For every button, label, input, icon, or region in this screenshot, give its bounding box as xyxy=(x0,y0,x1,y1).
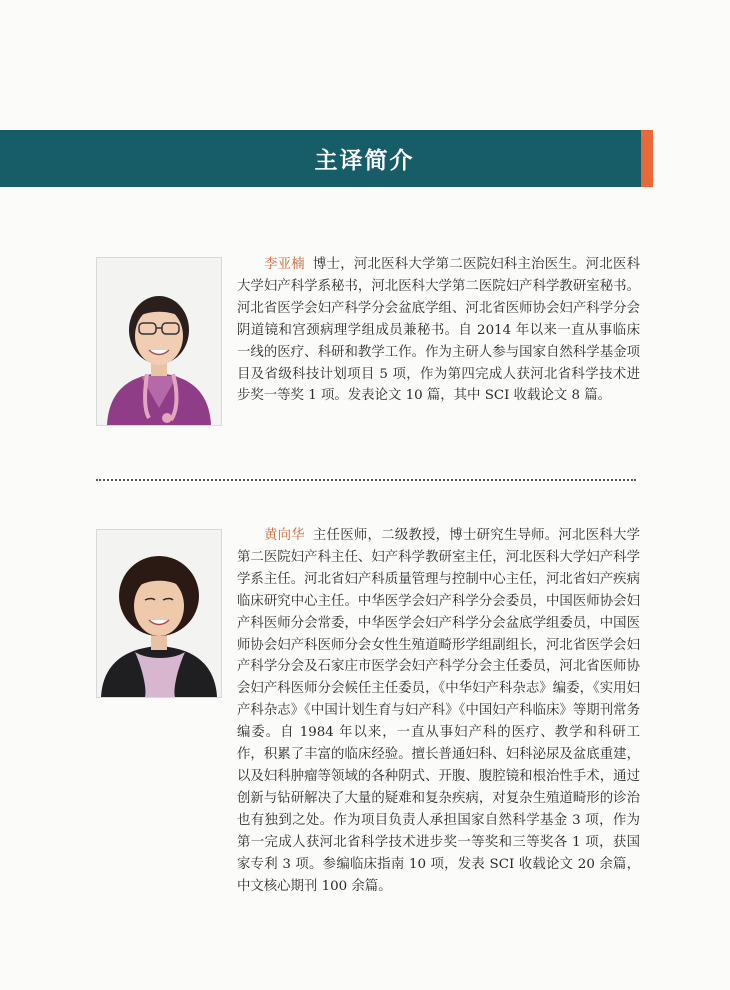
translator-bio-text-1: 博士，河北医科大学第二医院妇科主治医生。河北医科大学妇产科学系秘书，河北医科大学第二医院妇产科学教研室秘书。河北省医学会妇产科学分会盆底学组、河北省医师协会妇产科学分会阴道镜和宫颈病理学组成员兼秘书。自 2014 年以来一直从事临床一线的医疗、科研和教学工作。作为主研人参与国家自然科学基金项目及省级科技计划项目 5 项，作为第四完成人获河北省科学技术进步奖一等奖 1 项。发表论文 10 篇，其中 SCI 收载论文 8 篇。 xyxy=(237,257,641,404)
section-divider xyxy=(96,479,636,481)
translator-bio-2 xyxy=(237,525,640,897)
portrait-illustration xyxy=(97,530,221,697)
title-banner xyxy=(0,130,641,187)
page-title: 主译简介 xyxy=(314,147,415,174)
translator-bio-text-2: 主任医师，二级教授，博士研究生导师。河北医科大学第二医院妇产科主任、妇产科学教研室主任，河北医科大学妇产科学学系主任。河北省妇产科质量管理与控制中心主任，河北省妇产疾病临床研究中心主任。中华医学会妇产科学分会委员，中国医师协会妇产科医师分会常委，中华医学会妇产科学分会盆底学组委员，中国医师协会妇产科医师分会女性生殖道畸形学组副组长，河北省医学会妇产科学分会及石家庄市医学会妇产科学分会主任委员，河北省医师协会妇产科医师分会候任主任委员，《中华妇产科杂志》编委，《实用妇产科杂志》《中国计划生育与妇产科》《中国妇产科临床》等期刊常务编委。自 1984 年以来，一直从事妇产科的医疗、教学和科研工作，积累了丰富的临床经验。擅长普通妇科、妇科泌尿及盆底重建，以及妇科肿瘤等领域的各种阴式、开腹、腹腔镜和根治性手术，通过创新与钻研解决了大量的疑难和复杂疾病，对复杂生殖道畸形的诊治也有独到之处。作为项目负责人承担国家自然科学基金 3 项，作为第一完成人获河北省科学技术进步奖一等奖和三等奖各 1 项，获国家专利 3 项。参编临床指南 10 项，发表 SCI 收载论文 20 余篇，中文核心期刊 100 余篇。 xyxy=(237,528,641,894)
translator-bio-1 xyxy=(237,254,640,407)
translator-name-2: 黄向华 xyxy=(264,528,305,543)
portrait-illustration xyxy=(97,258,221,425)
translator-name-1: 李亚楠 xyxy=(264,257,305,272)
translator-photo-huang-xianghua xyxy=(96,529,222,698)
translator-photo-li-yanan xyxy=(96,257,222,426)
banner-accent-bar xyxy=(641,130,653,187)
